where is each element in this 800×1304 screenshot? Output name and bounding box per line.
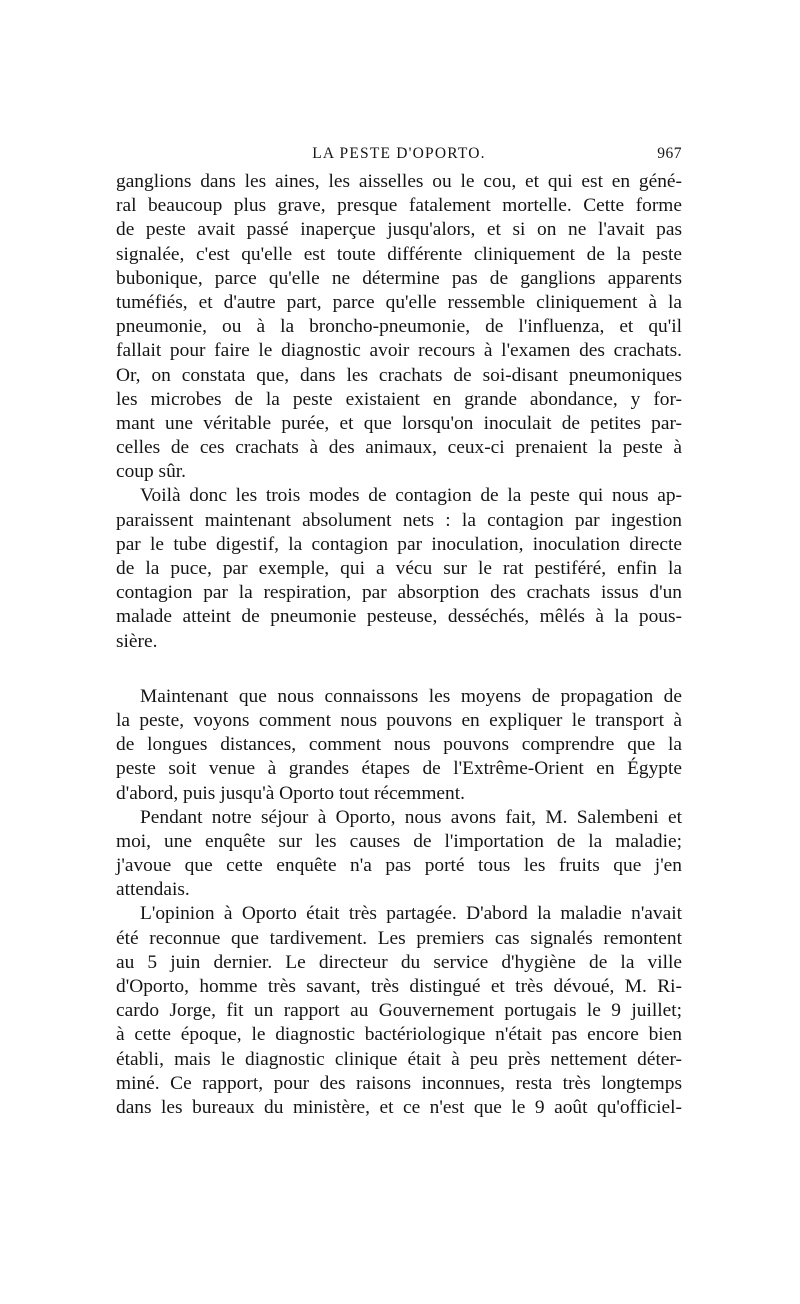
text-line: ral beaucoup plus grave, presque fatalement mortelle. Cette forme [116, 195, 682, 217]
text-line: mant une véritable purée, et que lorsqu'on inoculait de petites par- [116, 412, 682, 434]
section-break [116, 654, 682, 685]
text-line: par le tube digestif, la contagion par inoculation, inoculation directe [116, 533, 682, 555]
text-line: au 5 juin dernier. Le directeur du service d'hygiène de la ville [116, 951, 682, 973]
text-line: j'avoue que cette enquête n'a pas porté tous les fruits que j'en [116, 855, 682, 877]
book-page [116, 142, 682, 1120]
text-line: attendais. [116, 879, 190, 901]
running-title: LA PESTE D'OPORTO. [312, 145, 486, 162]
text-line: Maintenant que nous connaissons les moyens de propagation de [140, 685, 682, 707]
text-line: les microbes de la peste existaient en grande abondance, y for- [116, 388, 682, 410]
text-line: paraissent maintenant absolument nets : la contagion par ingestion [116, 509, 682, 531]
text-line: coup sûr. [116, 461, 187, 483]
text-line: bubonique, parce qu'elle ne détermine pas de ganglions apparents [116, 267, 682, 289]
text-line: établi, mais le diagnostic clinique était à peu près nettement déter- [116, 1048, 682, 1070]
text-line: de longues distances, comment nous pouvons comprendre que la [116, 734, 682, 756]
text-line: Voilà donc les trois modes de contagion de la peste qui nous ap- [140, 485, 682, 507]
text-line: peste soit venue à grandes étapes de l'Extrême-Orient en Égypte [116, 758, 682, 780]
text-line: miné. Ce rapport, pour des raisons inconnues, resta très longtemps [116, 1072, 682, 1094]
running-header [116, 142, 682, 170]
text-line: à cette époque, le diagnostic bactériologique n'était pas encore bien [116, 1024, 682, 1046]
text-line: ganglions dans les aines, les aisselles ou le cou, et qui est en géné- [116, 171, 682, 192]
paragraph-4 [116, 806, 682, 903]
text-line: contagion par la respiration, par absorption des crachats issus d'un [116, 582, 682, 604]
paragraph-5 [116, 902, 682, 1120]
text-line: d'abord, puis jusqu'à Oporto tout récemment. [116, 782, 465, 804]
text-line: de la puce, par exemple, qui a vécu sur le rat pestiféré, enfin la [116, 558, 682, 579]
text-line: celles de ces crachats à des animaux, ceux-ci prenaient la peste à [116, 437, 682, 459]
text-line: dans les bureaux du ministère, et ce n'est que le 9 août qu'officiel- [116, 1096, 682, 1118]
text-line: L'opinion à Oporto était très partagée. D'abord la maladie n'avait [140, 903, 682, 925]
text-line: la peste, voyons comment nous pouvons en expliquer le transport à [116, 709, 682, 731]
text-line: malade atteint de pneumonie pesteuse, desséchés, mêlés à la pous- [116, 606, 682, 628]
page-number: 967 [657, 145, 682, 162]
text-line: sière. [116, 630, 158, 652]
paragraph-2 [116, 484, 682, 653]
text-line: d'Oporto, homme très savant, très distingué et très dévoué, M. Ri- [116, 976, 682, 997]
text-line: de peste avait passé inaperçue jusqu'alors, et si on ne l'avait pas [116, 219, 682, 241]
paragraph-1 [116, 170, 682, 484]
text-line: cardo Jorge, fit un rapport au Gouvernement portugais le 9 juillet; [116, 1000, 682, 1022]
text-line: fallait pour faire le diagnostic avoir recours à l'examen des crachats. [116, 340, 682, 362]
text-line: tuméfiés, et d'autre part, parce qu'elle ressemble cliniquement à la [116, 291, 682, 313]
text-line: Or, on constata que, dans les crachats de soi-disant pneumoniques [116, 364, 682, 386]
text-line: signalée, c'est qu'elle est toute différente cliniquement de la peste [116, 243, 682, 265]
text-line: pneumonie, ou à la broncho-pneumonie, de l'influenza, et qu'il [116, 316, 682, 338]
text-line: été reconnue que tardivement. Les premiers cas signalés remontent [116, 927, 682, 949]
text-line: moi, une enquête sur les causes de l'importation de la maladie; [116, 830, 682, 852]
text-line: Pendant notre séjour à Oporto, nous avons fait, M. Salembeni et [140, 806, 682, 828]
paragraph-3 [116, 685, 682, 806]
